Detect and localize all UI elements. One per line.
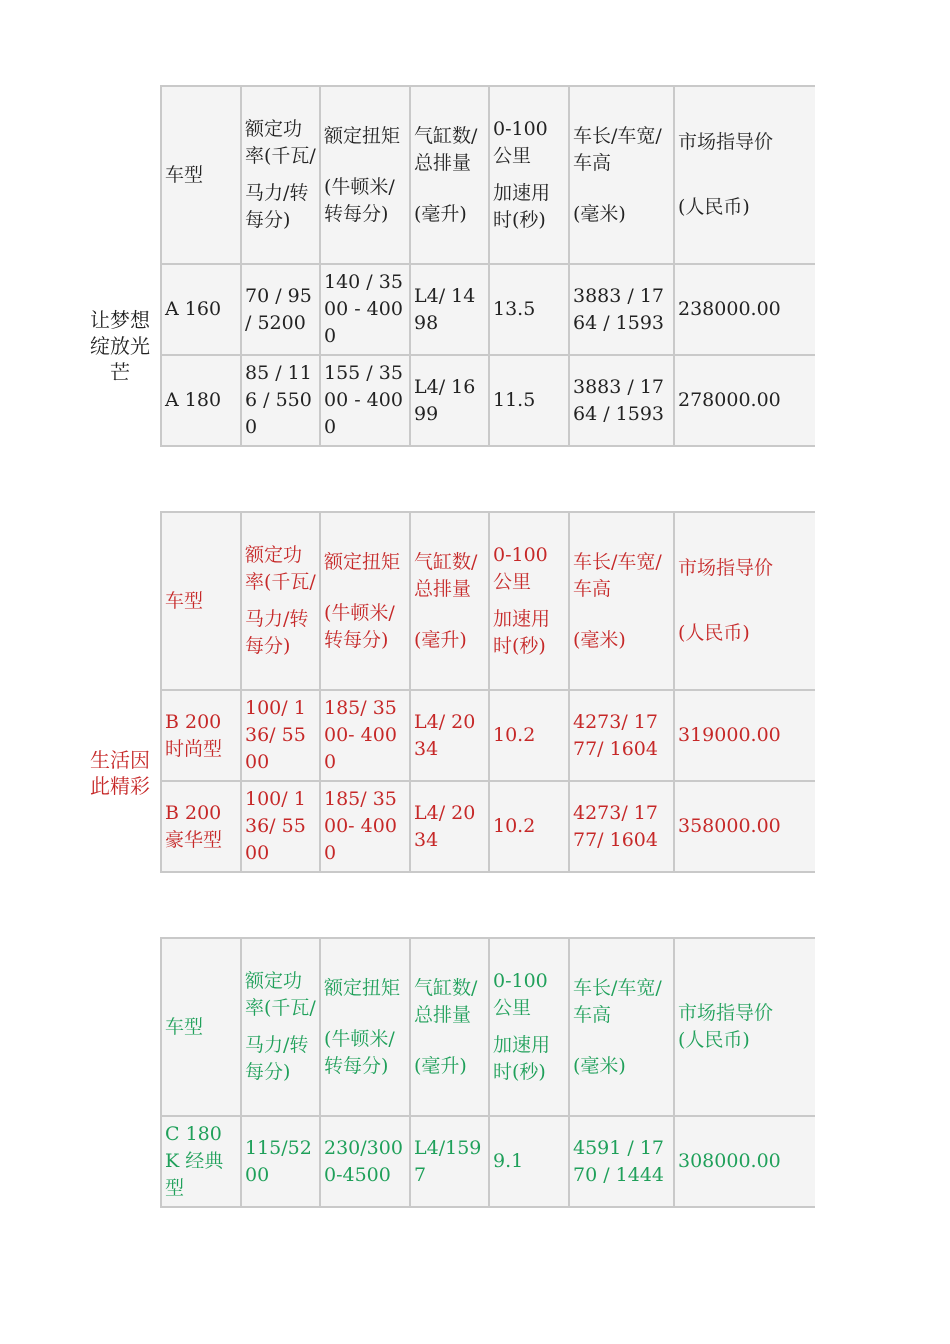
header-price-line1: 市场指导价 [678,131,774,153]
table-row [160,691,815,782]
cell-cylinders: L4/ 2034 [409,691,488,782]
header-acceleration-line1: 0-100公里 [493,970,548,1019]
spec-table [160,937,815,1208]
header-cylinders [409,937,488,1117]
cell-cylinders: L4/ 2034 [409,782,488,873]
cell-model: A 160 [160,265,240,356]
cell-model: B 200 时尚型 [160,691,240,782]
cell-model: C 180 K 经典型 [160,1117,240,1208]
header-torque [319,511,409,691]
table-caption: 生活因此精彩 [90,748,150,798]
header-acceleration-line2: 加速用时(秒) [493,1034,551,1083]
cell-dimensions: 4273/ 1777/ 1604 [568,782,673,873]
header-dimensions-line1: 车长/车宽/车高 [573,550,662,600]
cell-price: 319000.00 [673,691,815,782]
header-dimensions [568,511,673,691]
header-dimensions-line1: 车长/车宽/车高 [573,976,662,1026]
cell-dimensions: 3883 / 1764 / 1593 [568,356,673,447]
cell-acceleration: 10.2 [488,782,568,873]
header-power [240,85,319,265]
header-power-line1: 额定功率(千瓦/ [245,970,316,1019]
header-acceleration [488,511,568,691]
header-power [240,937,319,1117]
cell-torque: 185/ 3500- 4000 [319,782,409,873]
header-cylinders-line1: 气缸数/总排量 [414,124,478,174]
header-price-line2: (人民币) [678,622,750,644]
cell-dimensions: 3883 / 1764 / 1593 [568,265,673,356]
table-header-row [160,511,815,691]
header-model: 车型 [160,937,240,1117]
header-power-line2: 马力/转每分) [245,608,309,657]
header-cylinders-line2: (毫升) [414,1054,467,1077]
cell-power: 85 / 116 / 5500 [240,356,319,447]
cell-cylinders: L4/ 1498 [409,265,488,356]
table-header-row [160,937,815,1117]
header-acceleration-line1: 0-100公里 [493,118,548,167]
header-torque-line1: 额定扭矩 [324,976,401,999]
header-power-line2: 马力/转每分) [245,182,309,231]
table-caption: 让梦想绽放光芒 [90,308,150,384]
cell-power: 100/ 136/ 5500 [240,782,319,873]
header-model: 车型 [160,511,240,691]
spec-table [160,511,815,873]
header-cylinders-line2: (毫升) [414,628,467,651]
header-acceleration [488,937,568,1117]
cell-model: B 200 豪华型 [160,782,240,873]
header-cylinders-line2: (毫升) [414,202,467,225]
header-torque-line2: (牛顿米/转每分) [324,175,395,225]
cell-power: 100/ 136/ 5500 [240,691,319,782]
header-acceleration [488,85,568,265]
cell-cylinders: L4/ 1699 [409,356,488,447]
cell-acceleration: 9.1 [488,1117,568,1208]
header-dimensions-line1: 车长/车宽/车高 [573,124,662,174]
cell-power: 115/5200 [240,1117,319,1208]
header-price-line1: 市场指导价 [678,1002,774,1024]
header-power-line1: 额定功率(千瓦/ [245,118,316,167]
header-torque-line1: 额定扭矩 [324,550,401,573]
header-price-line2: (人民币) [678,196,750,218]
cell-price: 308000.00 [673,1117,815,1208]
cell-torque: 185/ 3500- 4000 [319,691,409,782]
header-cylinders-line1: 气缸数/总排量 [414,976,478,1026]
cell-power: 70 / 95 / 5200 [240,265,319,356]
cell-price: 278000.00 [673,356,815,447]
header-dimensions-line2: (毫米) [573,628,626,651]
header-cylinders [409,511,488,691]
header-acceleration-line2: 加速用时(秒) [493,182,551,231]
header-acceleration-line2: 加速用时(秒) [493,608,551,657]
cell-torque: 140 / 3500 - 4000 [319,265,409,356]
header-price [673,511,815,691]
header-price [673,85,815,265]
header-price [673,937,815,1117]
table-row [160,356,815,447]
header-price-line2: (人民币) [678,1029,750,1051]
header-price-line1: 市场指导价 [678,557,774,579]
header-torque-line2: (牛顿米/转每分) [324,1027,395,1077]
cell-price: 238000.00 [673,265,815,356]
table-header-row [160,85,815,265]
cell-torque: 230/3000-4500 [319,1117,409,1208]
cell-acceleration: 11.5 [488,356,568,447]
table-row [160,265,815,356]
header-cylinders [409,85,488,265]
header-dimensions [568,937,673,1117]
cell-acceleration: 10.2 [488,691,568,782]
header-torque [319,937,409,1117]
header-dimensions-line2: (毫米) [573,1054,626,1077]
header-power [240,511,319,691]
cell-dimensions: 4273/ 1777/ 1604 [568,691,673,782]
header-torque-line2: (牛顿米/转每分) [324,601,395,651]
header-acceleration-line1: 0-100公里 [493,544,548,593]
header-cylinders-line1: 气缸数/总排量 [414,550,478,600]
header-model: 车型 [160,85,240,265]
header-dimensions-line2: (毫米) [573,202,626,225]
cell-cylinders: L4/1597 [409,1117,488,1208]
header-power-line2: 马力/转每分) [245,1034,309,1083]
table-row [160,1117,815,1208]
header-torque-line1: 额定扭矩 [324,124,401,147]
header-power-line1: 额定功率(千瓦/ [245,544,316,593]
header-torque [319,85,409,265]
cell-torque: 155 / 3500 - 4000 [319,356,409,447]
spec-table [160,85,815,447]
header-dimensions [568,85,673,265]
cell-price: 358000.00 [673,782,815,873]
cell-acceleration: 13.5 [488,265,568,356]
cell-dimensions: 4591 / 1770 / 1444 [568,1117,673,1208]
table-row [160,782,815,873]
cell-model: A 180 [160,356,240,447]
